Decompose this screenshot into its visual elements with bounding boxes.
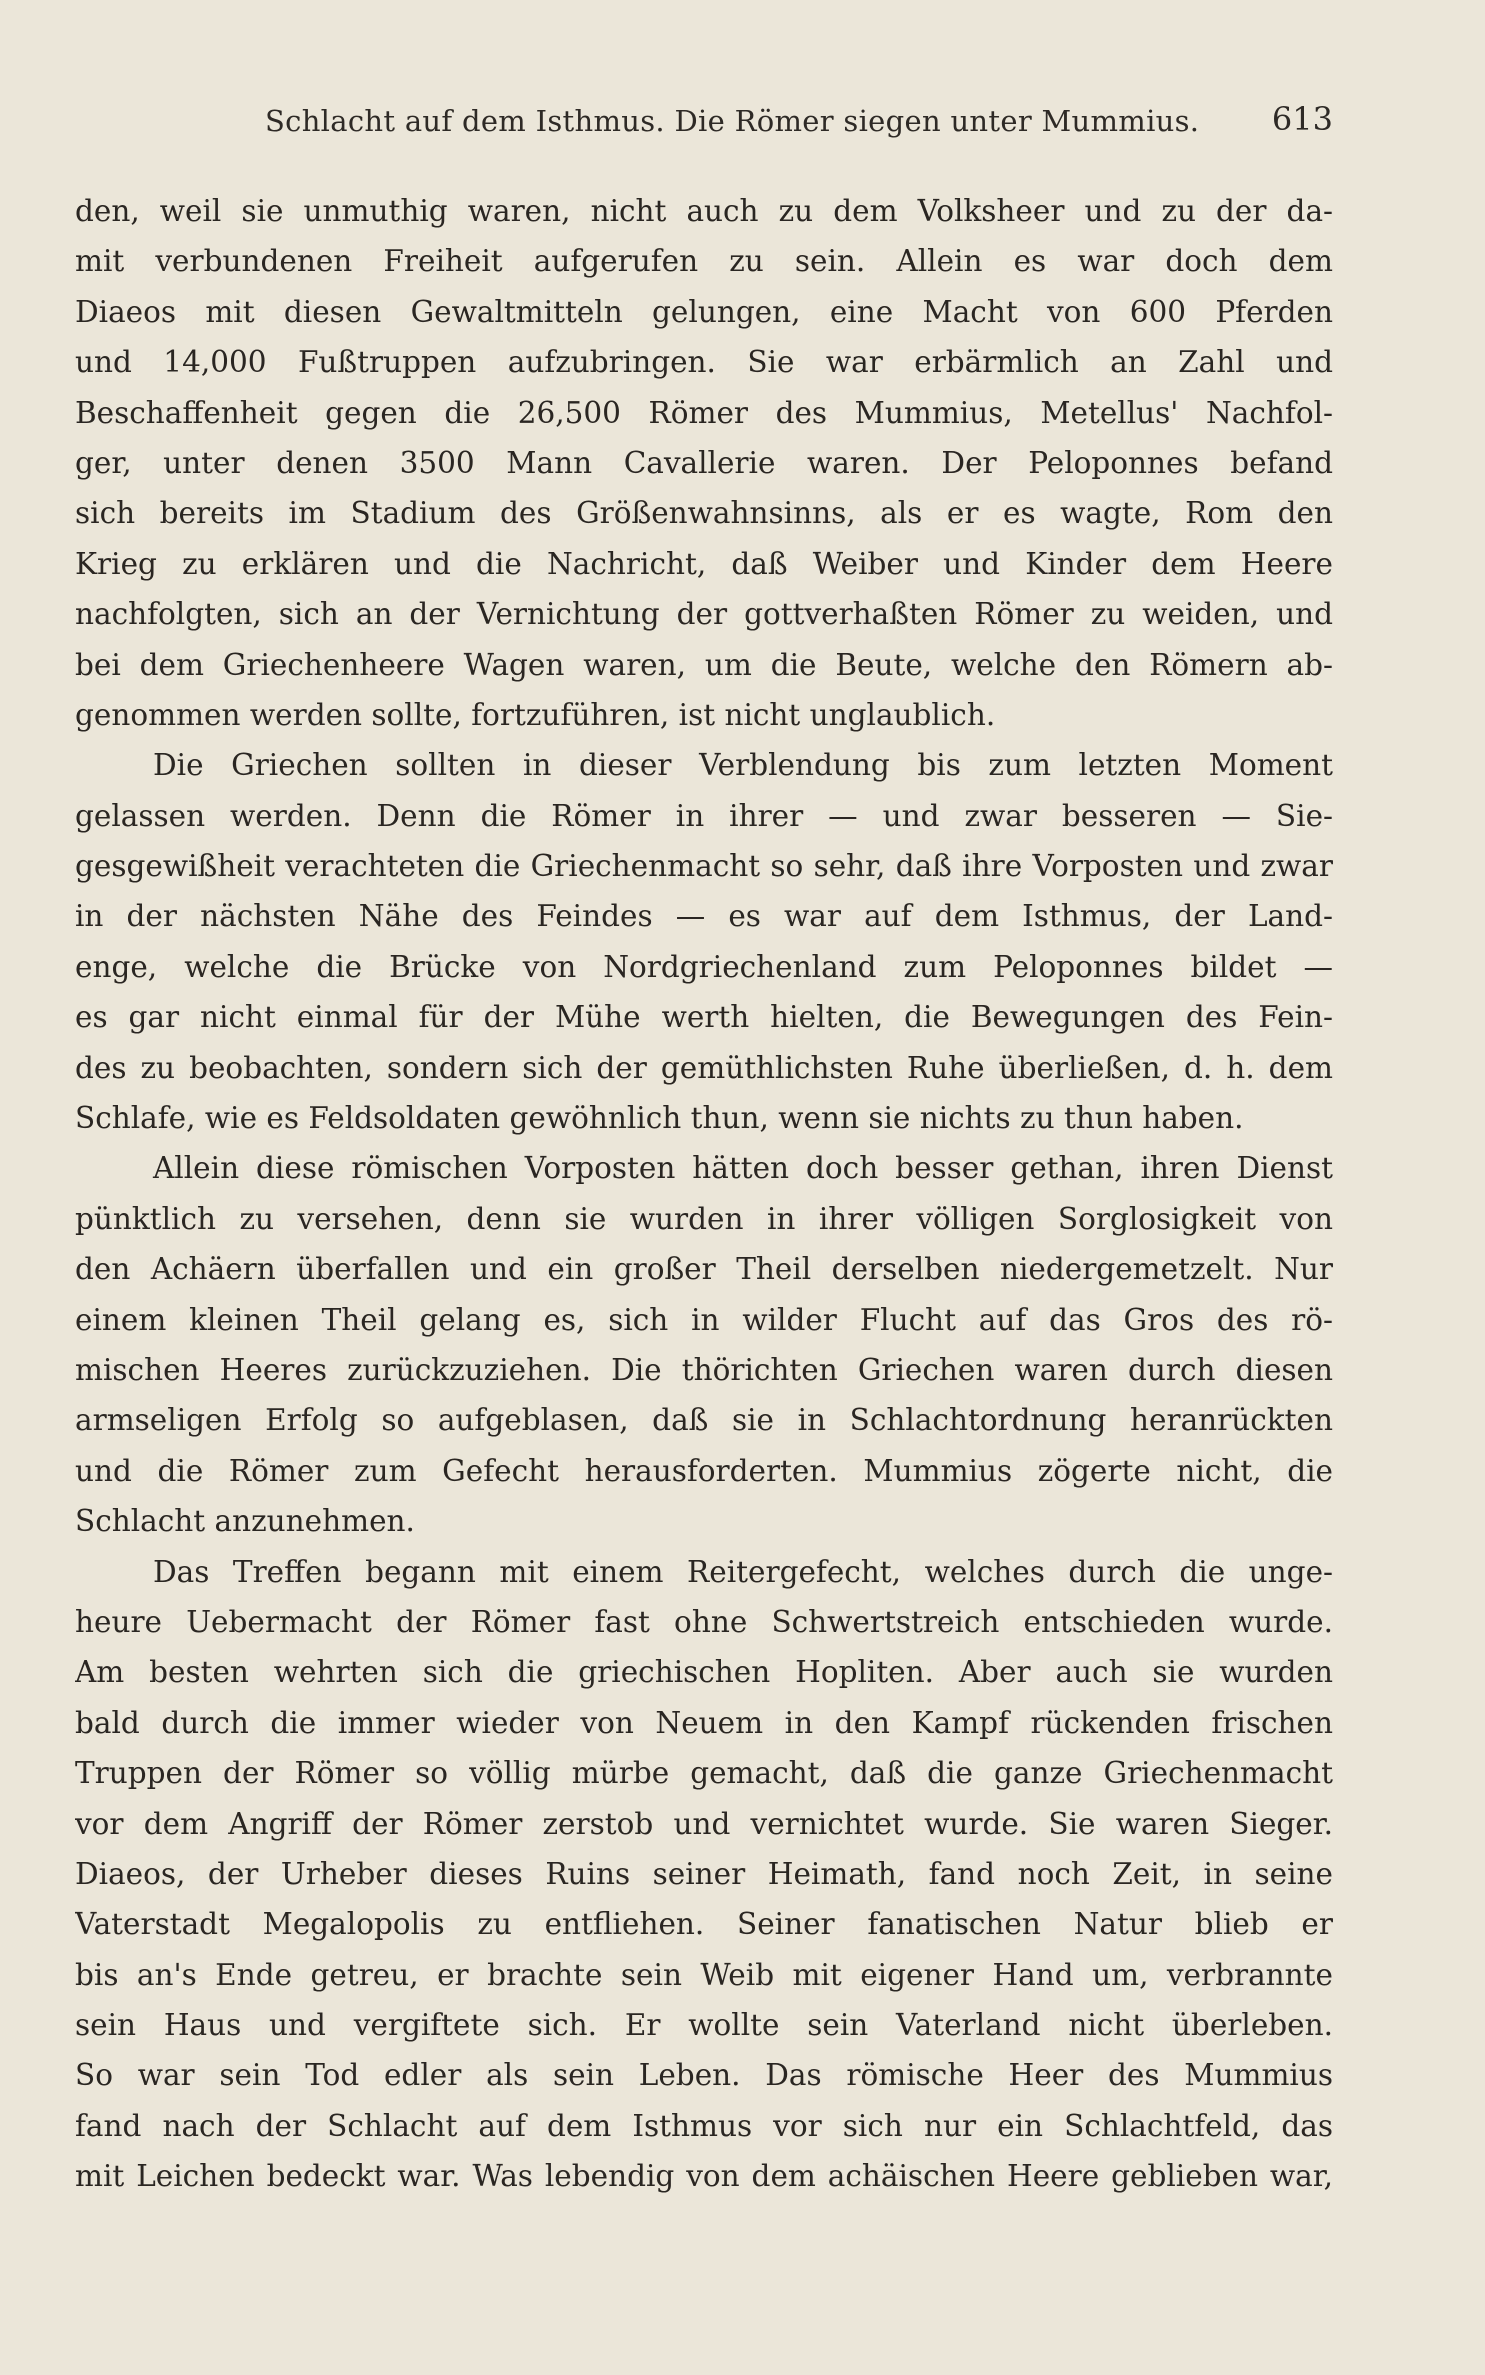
text-line: bis an's Ende getreu, er brachte sein Weib mit eigener Hand um, verbrannte [75,1957,1333,1992]
text-line: ger, unter denen 3500 Mann Cavallerie waren. Der Peloponnes befand [75,445,1333,480]
text-line: enge, welche die Brücke von Nordgriechenland zum Peloponnes bildet — [75,949,1333,984]
text-line: des zu beobachten, sondern sich der gemüthlichsten Ruhe überließen, d. h. dem [75,1050,1333,1085]
body-text [75,186,1333,2202]
text-line: Truppen der Römer so völlig mürbe gemacht, daß die ganze Griechenmacht [75,1756,1333,1791]
text-line: Schlafe, wie es Feldsoldaten gewöhnlich thun, wenn sie nichts zu thun haben. [75,1101,1244,1136]
text-line: den Achäern überfallen und ein großer Theil derselben niedergemetzelt. Nur [75,1252,1333,1287]
text-line: Am besten wehrten sich die griechischen Hopliten. Aber auch sie wurden [75,1655,1333,1690]
text-line: es gar nicht einmal für der Mühe werth hielten, die Bewegungen des Fein- [75,1000,1333,1035]
text-line: armseligen Erfolg so aufgeblasen, daß sie in Schlachtordnung heranrückten [75,1403,1333,1438]
text-line: in der nächsten Nähe des Feindes — es war auf dem Isthmus, der Land- [75,899,1333,934]
text-line: und 14,000 Fußtruppen aufzubringen. Sie war erbärmlich an Zahl und [75,345,1333,380]
text-line: und die Römer zum Gefecht herausforderten. Mummius zögerte nicht, die [75,1453,1333,1488]
text-line: Diaeos mit diesen Gewaltmitteln gelungen, eine Macht von 600 Pferden [75,294,1333,329]
text-line: nachfolgten, sich an der Vernichtung der gottverhaßten Römer zu weiden, und [75,597,1333,632]
text-line: pünktlich zu versehen, denn sie wurden in ihrer völligen Sorglosigkeit von [75,1201,1333,1236]
text-line: bei dem Griechenheere Wagen waren, um die Beute, welche den Römern ab- [75,647,1333,682]
text-line: Vaterstadt Megalopolis zu entfliehen. Seiner fanatischen Natur blieb er [75,1907,1333,1942]
text-line: So war sein Tod edler als sein Leben. Das römische Heer des Mummius [75,2058,1333,2093]
text-line: Schlacht anzunehmen. [75,1504,415,1539]
text-line: sein Haus und vergiftete sich. Er wollte sein Vaterland nicht überleben. [75,2008,1333,2043]
running-title: Schlacht auf dem Isthmus. Die Römer siegen unter Mummius. [265,104,1200,138]
text-line: bald durch die immer wieder von Neuem in den Kampf rückenden frischen [75,1705,1333,1740]
paragraph-start-line: Allein diese römischen Vorposten hätten doch besser gethan, ihren Dienst [153,1151,1333,1186]
paragraph-start-line: Das Treffen begann mit einem Reitergefecht, welches durch die unge- [153,1554,1333,1589]
paragraph-start-line: Die Griechen sollten in dieser Verblendung bis zum letzten Moment [153,748,1333,783]
text-line: Beschaffenheit gegen die 26,500 Römer des Mummius, Metellus' Nachfol- [75,395,1333,430]
text-line: Diaeos, der Urheber dieses Ruins seiner Heimath, fand noch Zeit, in seine [75,1856,1333,1891]
page-number: 613 [1271,100,1333,138]
text-line: sich bereits im Stadium des Größenwahnsinns, als er es wagte, Rom den [75,496,1333,531]
text-line: Krieg zu erklären und die Nachricht, daß Weiber und Kinder dem Heere [75,546,1333,581]
text-line: einem kleinen Theil gelang es, sich in wilder Flucht auf das Gros des rö- [75,1302,1333,1337]
text-line: fand nach der Schlacht auf dem Isthmus vor sich nur ein Schlachtfeld, das [75,2108,1333,2143]
text-line: gelassen werden. Denn die Römer in ihrer — und zwar besseren — Sie- [75,798,1333,833]
text-line: heure Uebermacht der Römer fast ohne Schwertstreich entschieden wurde. [75,1604,1333,1639]
text-line: genommen werden sollte, fortzuführen, ist nicht unglaublich. [75,697,996,732]
text-line: mit Leichen bedeckt war. Was lebendig von dem achäischen Heere geblieben war, [75,2159,1333,2194]
text-line: mit verbundenen Freiheit aufgerufen zu sein. Allein es war doch dem [75,244,1333,279]
text-line: gesgewißheit verachteten die Griechenmacht so sehr, daß ihre Vorposten und zwar [75,849,1333,884]
page-header [75,98,1333,150]
text-line: den, weil sie unmuthig waren, nicht auch zu dem Volksheer und zu der da- [75,194,1333,228]
text-line: vor dem Angriff der Römer zerstob und vernichtet wurde. Sie waren Sieger. [75,1806,1333,1841]
text-line: mischen Heeres zurückzuziehen. Die thörichten Griechen waren durch diesen [75,1352,1333,1387]
